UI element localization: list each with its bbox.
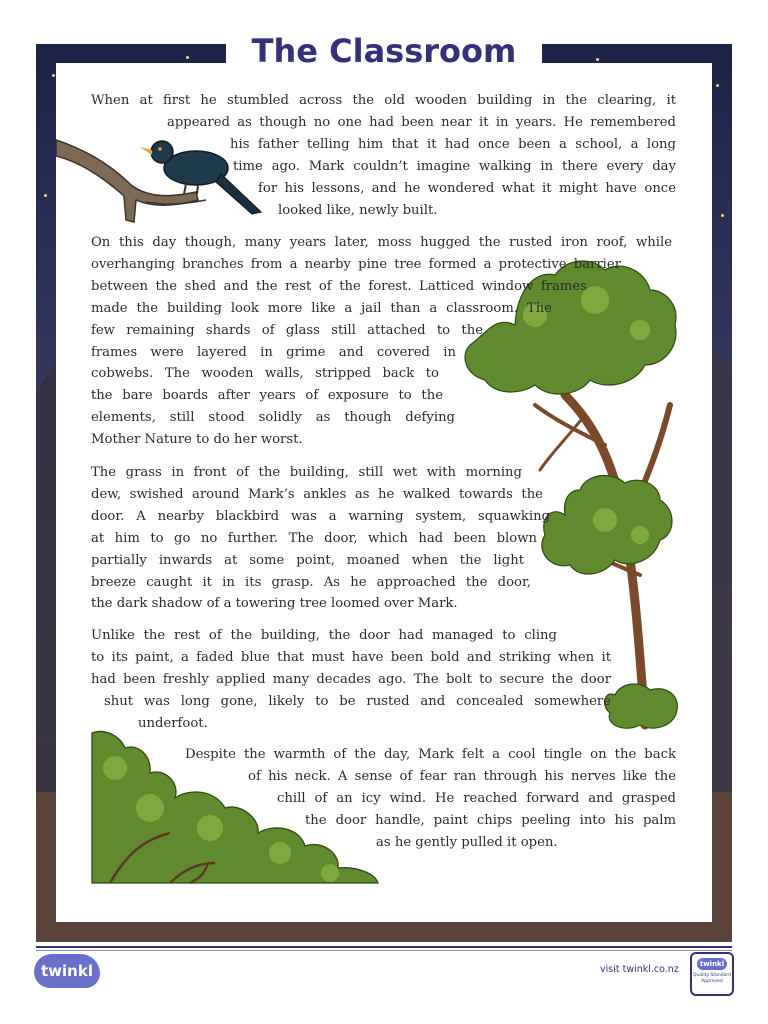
text-line: Despite the warmth of the day, Mark felt a cool tingle on the back [185,747,676,762]
paragraph-4 [91,625,611,735]
star-icon [716,84,719,87]
text-line: underfoot. [138,715,208,731]
star-icon [186,56,189,59]
text-line: the dark shadow of a towering tree loomed over Mark. [91,596,458,612]
text-line: When at first he stumbled across the old wooden building in the clearing, it [91,93,676,108]
title-banner [226,30,542,72]
text-line: Unlike the rest of the building, the door had managed to cling [91,628,557,643]
text-line: for his lessons, and he wondered what it might have once [258,180,676,196]
text-line: of his neck. A sense of fear ran through his nerves like the [248,768,676,784]
text-line: as he gently pulled it open. [376,834,558,850]
paragraph-2 [91,232,672,451]
text-line: elements, still stood solidly as though defying [91,410,455,426]
text-line: cobwebs. The wooden walls, stripped back to [91,366,439,382]
text-line: appeared as though no one had been near it in years. He remembered [167,114,676,130]
text-line: the door handle, paint chips peeling into his palm [305,812,676,828]
text-line: door. A nearby blackbird was a warning system, squawking [91,508,550,524]
text-line: dew, swished around Mark’s ankles as he walked towards the [91,486,543,502]
text-line: The grass in front of the building, still wet with morning [91,465,522,480]
text-line: few remaining shards of glass still attached to the [91,322,483,338]
star-icon [44,194,47,197]
footer-rule [36,946,732,948]
text-line: his father telling him that it had once been a school, a long [230,136,676,152]
text-line: time ago. Mark couldn’t imagine walking in there every day [233,158,676,174]
text-line: between the shed and the rest of the forest. Latticed window frames [91,278,587,294]
text-line: breeze caught it in its grasp. As he approached the door, [91,574,531,590]
star-icon [596,58,599,61]
paragraph-1 [91,90,676,221]
text-line: partially inwards at some point, moaned when the light [91,552,524,568]
text-line: looked like, newly built. [278,202,438,218]
badge-title: twinkl [697,958,727,970]
star-icon [52,74,55,77]
text-line: the bare boards after years of exposure to the [91,388,443,404]
text-line: On this day though, many years later, moss hugged the rusted iron roof, while [91,235,672,250]
text-line: had been freshly applied many decades ago. The bolt to secure the door [91,671,611,687]
badge-subtitle: Quality Standard Approved [693,973,731,984]
text-line: Mother Nature to do her worst. [91,432,303,448]
visit-link[interactable]: visit twinkl.co.nz [600,964,679,975]
twinkl-logo[interactable]: twinkl [34,954,100,988]
text-line: overhanging branches from a nearby pine tree formed a protective barrier [91,256,621,272]
footer-rule-thin [36,950,732,951]
text-line: frames were layered in grime and covered in [91,344,456,360]
paragraph-3 [91,462,550,615]
quality-badge-icon [690,952,734,996]
page-title: The Classroom [251,32,517,70]
paragraph-5 [91,744,676,854]
text-line: made the building look more like a jail than a classroom. The [91,300,552,316]
text-line: at him to go no further. The door, which had been blown [91,530,537,546]
text-line: shut was long gone, likely to be rusted and concealed somewhere [104,693,611,709]
star-icon [721,214,724,217]
text-line: to its paint, a faded blue that must have been bold and striking when it [91,649,611,665]
text-line: chill of an icy wind. He reached forward and grasped [277,790,676,806]
